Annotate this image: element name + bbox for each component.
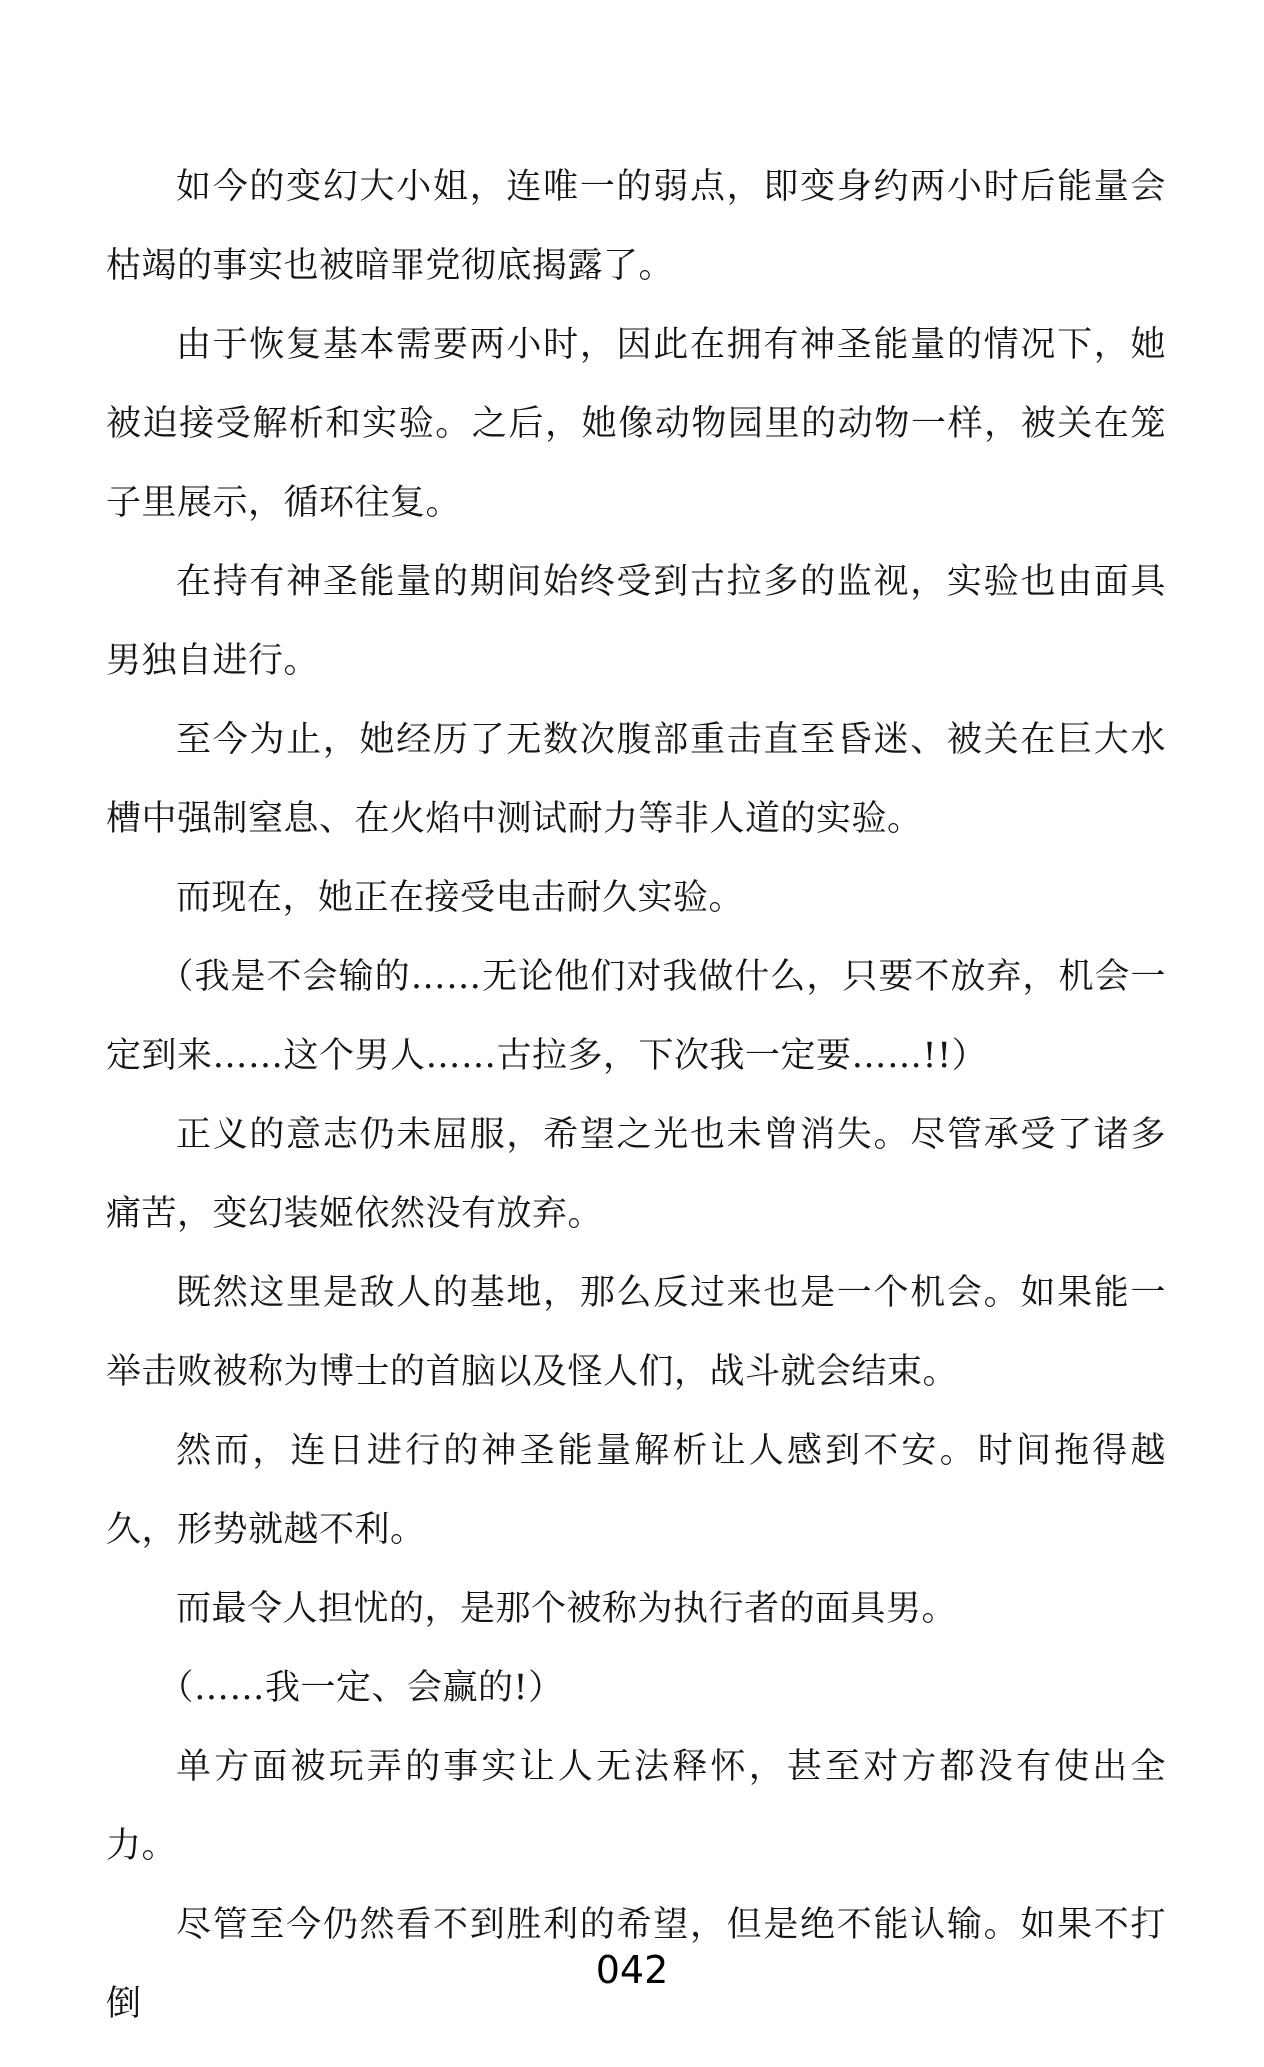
paragraph-7: 正义的意志仍未屈服，希望之光也未曾消失。尽管承受了诸多痛苦，变幻装姬依然没有放弃。 (106, 1115, 1166, 1234)
paragraph-12: 单方面被玩弄的事实让人无法释怀，甚至对方都没有使出全力。 (106, 1747, 1166, 1866)
paragraph-1: 如今的变幻大小姐，连唯一的弱点，即变身约两小时后能量会枯竭的事实也被暗罪党彻底揭露了。 (106, 167, 1166, 286)
paragraph-6-inner-thought: （我是不会输的……无论他们对我做什么，只要不放弃，机会一定到来……这个男人……古拉多，下次我一定要……!!） (106, 957, 1166, 1076)
paragraph-3: 在持有神圣能量的期间始终受到古拉多的监视，实验也由面具男独自进行。 (106, 562, 1166, 681)
paragraph-4: 至今为止，她经历了无数次腹部重击直至昏迷、被关在巨大水槽中强制窒息、在火焰中测试耐力等非人道的实验。 (106, 720, 1166, 839)
paragraph-2: 由于恢复基本需要两小时，因此在拥有神圣能量的情况下，她被迫接受解析和实验。之后，她像动物园里的动物一样，被关在笼子里展示，循环往复。 (106, 325, 1166, 523)
paragraph-10: 而最令人担忧的，是那个被称为执行者的面具男。 (176, 1589, 958, 1629)
paragraph-8: 既然这里是敌人的基地，那么反过来也是一个机会。如果能一举击败被称为博士的首脑以及怪人们，战斗就会结束。 (106, 1273, 1166, 1392)
paragraph-11-inner-thought: （……我一定、会赢的!） (158, 1668, 564, 1708)
page-number: 042 (595, 1948, 669, 1992)
paragraph-13: 尽管至今仍然看不到胜利的希望，但是绝不能认输。如果不打倒 (106, 1905, 1166, 2024)
paragraph-5: 而现在，她正在接受电击耐久实验。 (176, 878, 745, 918)
paragraph-9: 然而，连日进行的神圣能量解析让人感到不安。时间拖得越久，形势就越不利。 (106, 1431, 1166, 1550)
body-text (106, 148, 1166, 2044)
